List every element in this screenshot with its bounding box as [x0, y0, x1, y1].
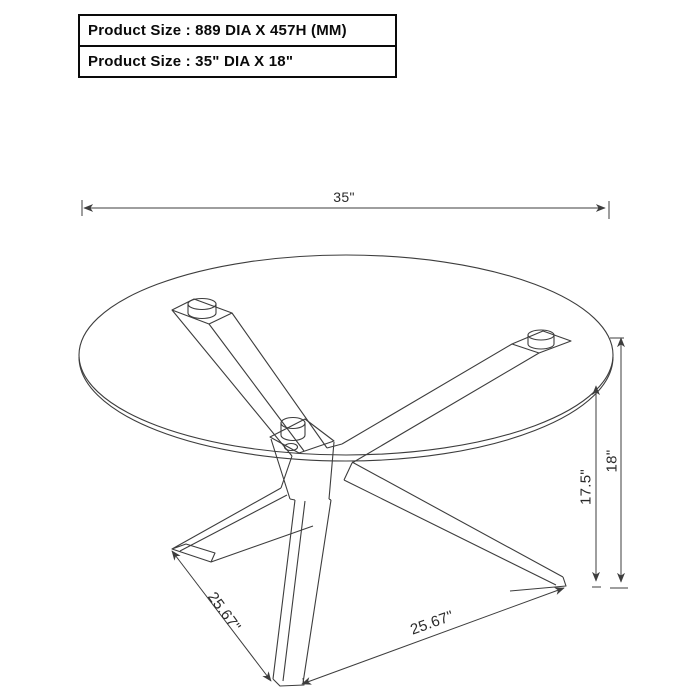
dim-label-base-height: 17.5"	[577, 468, 595, 506]
dim-label-leg-right: 25.67"	[408, 607, 456, 639]
pad-right-cylinder-side	[528, 335, 554, 349]
arm-back-left	[172, 310, 327, 456]
product-size-mm-label: Product Size : 889 DIA X 457H (MM)	[88, 22, 347, 39]
leg-front-foot	[273, 500, 331, 686]
dim-label-overall-height: 18"	[603, 449, 621, 473]
pad-front-cylinder	[281, 418, 305, 429]
glass-top-outline	[79, 255, 613, 455]
product-size-inches-label: Product Size : 35" DIA X 18"	[88, 53, 294, 70]
leg-right-foot	[344, 462, 566, 591]
arm-right	[342, 344, 539, 463]
pad-right-plate	[512, 331, 571, 353]
dim-line-leg-right	[302, 588, 564, 684]
leg-pads	[172, 299, 571, 454]
dim-label-top-diameter: 35"	[333, 189, 355, 205]
pad-back-left-cylinder	[188, 299, 216, 310]
glass-thickness-rim	[79, 357, 613, 461]
dim-label-leg-left: 25.67"	[203, 588, 245, 636]
dimension-lines	[82, 200, 628, 684]
pad-back-left-cylinder-side	[188, 304, 216, 319]
glass-top	[79, 255, 613, 461]
arm-front-center	[271, 439, 334, 499]
